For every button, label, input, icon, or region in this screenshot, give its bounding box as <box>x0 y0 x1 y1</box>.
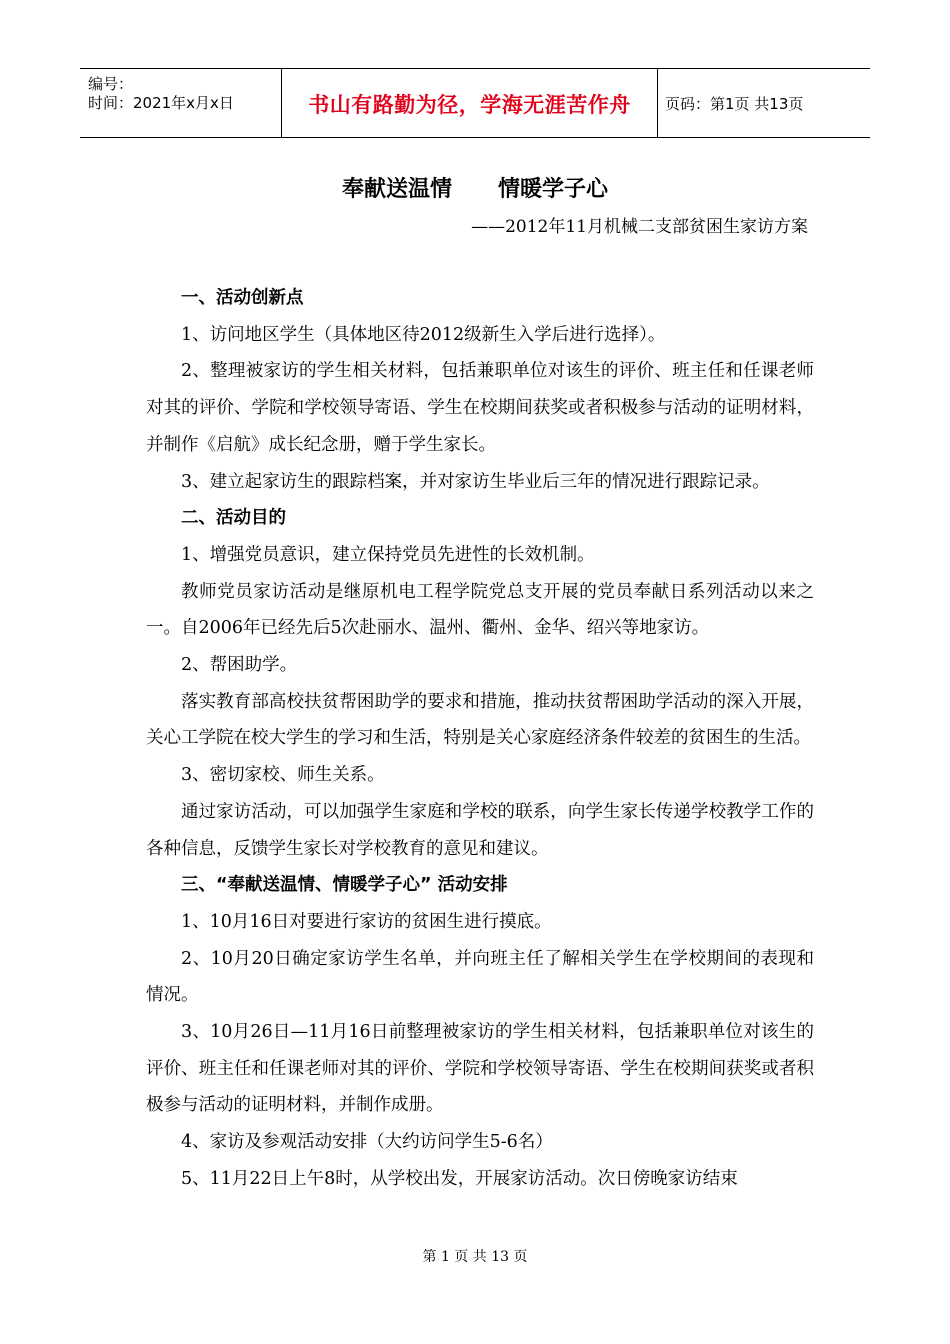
section-heading: 二、活动目的 <box>181 508 286 529</box>
document-body <box>146 280 814 1198</box>
paragraph: 2、整理被家访的学生相关材料，包括兼职单位对该生的评价、班主任和任课老师对其的评价、学院和学校领导寄语、学生在校期间获奖或者积极参与活动的证明材料，并制作《启航》成长纪念册，赠于学生家长。 <box>146 361 814 455</box>
document-title: 奉献送温情 情暖学子心 <box>342 177 608 202</box>
paragraph: 3、建立起家访生的跟踪档案，并对家访生毕业后三年的情况进行跟踪记录。 <box>181 471 770 492</box>
paragraph: 2、10月20日确定家访学生名单，并向班主任了解相关学生在学校期间的表现和情况。 <box>146 948 814 1006</box>
section-heading: 三、“奉献送温情、情暖学子心” 活动安排 <box>181 875 508 896</box>
page-footer: 第 1 页 共 13 页 <box>422 1249 528 1265</box>
number-label: 编号： <box>88 75 134 93</box>
paragraph: 1、10月16日对要进行家访的贫困生进行摸底。 <box>181 911 552 932</box>
paragraph: 4、家访及参观活动安排（大约访问学生5-6名） <box>181 1132 553 1153</box>
paragraph: 教师党员家访活动是继原机电工程学院党总支开展的党员奉献日系列活动以来之一。自2006年已经先后5次赴丽水、温州、衢州、金华、绍兴等地家访。 <box>146 581 814 639</box>
document-subtitle: ——2012年11月机械二支部贫困生家访方案 <box>471 217 808 237</box>
paragraph: 通过家访活动，可以加强学生家庭和学校的联系，向学生家长传递学校教学工作的各种信息，反馈学生家长对学校教育的意见和建议。 <box>146 801 814 859</box>
header-page-info: 页码：第1页 共13页 <box>665 95 804 113</box>
paragraph: 3、密切家校、师生关系。 <box>181 765 385 786</box>
paragraph: 1、访问地区学生（具体地区待2012级新生入学后进行选择）。 <box>181 324 666 345</box>
paragraph: 5、11月22日上午8时，从学校出发，开展家访活动。次日傍晚家访结束 <box>181 1168 738 1189</box>
header-meta <box>88 75 234 113</box>
paragraph: 1、增强党员意识，建立保持党员先进性的长效机制。 <box>181 544 595 565</box>
paragraph: 3、10月26日—11月16日前整理被家访的学生相关材料，包括兼职单位对该生的评价、班主任和任课老师对其的评价、学院和学校领导寄语、学生在校期间获奖或者积极参与活动的证明材料，并制作成册。 <box>146 1022 814 1116</box>
header-motto: 书山有路勤为径，学海无涯苦作舟 <box>308 93 631 117</box>
paragraph: 落实教育部高校扶贫帮困助学的要求和措施，推动扶贫帮困助学活动的深入开展，关心工学院在校大学生的学习和生活，特别是关心家庭经济条件较差的贫困生的生活。 <box>146 691 814 749</box>
paragraph: 2、帮困助学。 <box>181 655 298 676</box>
section-heading: 一、活动创新点 <box>181 288 304 308</box>
time-label: 时间：2021年x月x日 <box>88 94 234 112</box>
header-divider <box>657 69 658 137</box>
document-header <box>80 68 870 138</box>
